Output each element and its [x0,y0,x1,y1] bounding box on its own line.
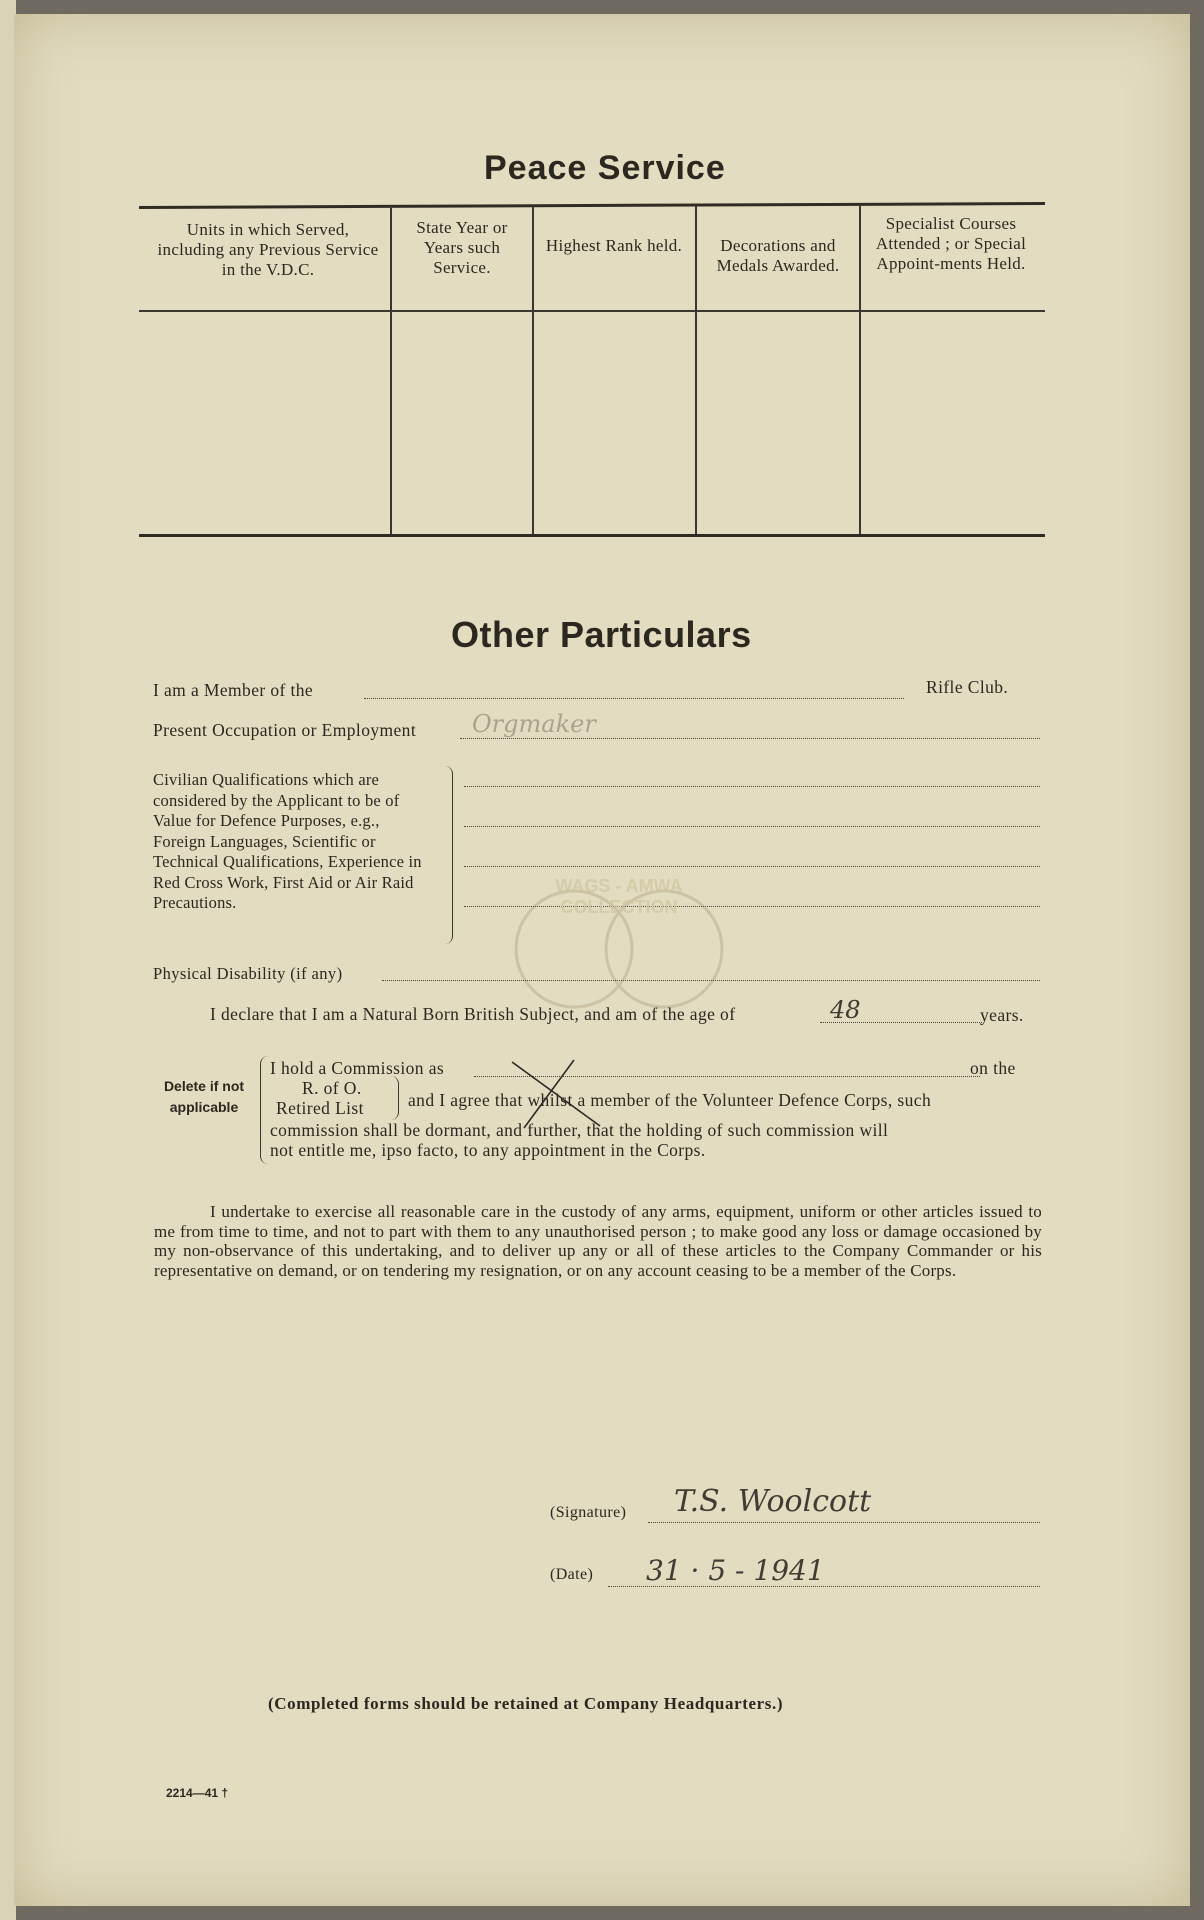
member-field[interactable] [364,698,904,699]
commission-ro: R. of O. [302,1078,362,1098]
occupation-field[interactable] [460,738,1040,739]
brace-right [442,766,453,944]
commission-agree: and I agree that whilst a member of the Volunteer Defence Corps, such [408,1090,932,1110]
table-header-rule [139,310,1045,312]
declare-suffix: years. [980,1005,1024,1025]
member-suffix: Rifle Club. [926,677,1009,697]
civilian-line[interactable] [464,866,1040,867]
occupation-value: Orgmaker [472,710,596,738]
col-header-units: Units in which Served, including any Previous Service in the V.D.C. [157,220,379,279]
occupation-label: Present Occupation or Employment [153,720,417,740]
other-particulars-title: Other Particulars [451,614,752,655]
peace-service-title: Peace Service [484,149,726,187]
col-divider [695,206,697,534]
member-prefix: I am a Member of the [153,680,314,700]
civilian-label: Civilian Qualifications which are considered by the Applicant to be of Value for Defence Purposes, e.g., Foreign Languages, Scientific or Technical Qualifications, Experience in Red Cross Work, First Aid or Air Raid Precautions. [153,770,422,912]
col-divider [859,206,861,534]
signature-field[interactable] [648,1522,1040,1523]
col-header-rank: Highest Rank held. [545,236,683,255]
col-header-specialist: Specialist Courses Attended ; or Special Appoint-ments Held. [875,214,1027,273]
civilian-line[interactable] [464,786,1040,787]
footer-note: (Completed forms should be retained at Company Headquarters.) [268,1694,784,1713]
col-divider [532,206,534,534]
form-sheet [14,14,1190,1906]
col-header-decorations: Decorations and Medals Awarded. [716,236,840,275]
commission-line3: commission shall be dormant, and further, that the holding of such commission will [270,1120,889,1140]
commission-line1: I hold a Commission as [270,1058,445,1078]
disability-label: Physical Disability (if any) [153,964,343,983]
commission-line4: not entitle me, ipso facto, to any appointment in the Corps. [270,1140,706,1160]
signature-label: (Signature) [550,1504,627,1521]
col-divider [390,206,392,534]
age-value: 48 [830,996,861,1024]
brace-left [260,1056,269,1164]
commission-retired: Retired List [276,1098,364,1118]
undertake-paragraph: I undertake to exercise all reasonable care in the custody of any arms, equipment, uniform or other articles issued to me from time to time, and not to part with them to any unauthorised person ; to make good any loss or damage occasioned by my non-observance of this undertaking, and to deliver up any or all of these articles to the Company Commander or his representative on demand, or on tendering my resignation, or on any account ceasing to be a member of the Corps. [154,1202,1042,1280]
declare-prefix: I declare that I am a Natural Born British Subject, and am of the age of [210,1004,736,1024]
strike-through-mark [504,1054,614,1134]
table-top-rule [139,202,1045,209]
brace-mid [390,1076,399,1120]
col-header-years: State Year or Years such Service. [416,218,508,277]
date-label: (Date) [550,1566,594,1583]
date-value: 31 · 5 - 1941 [646,1554,825,1587]
disability-field[interactable] [382,980,1040,981]
civilian-line[interactable] [464,826,1040,827]
table-bottom-rule [139,534,1045,537]
commission-line1-end: on the [970,1058,1016,1078]
watermark-text: WAGS - AMWA COLLECTION [555,876,683,917]
delete-note: Delete if not applicable [163,1078,245,1115]
form-code: 2214—41 † [166,1786,229,1800]
signature-value: T.S. Woolcott [674,1484,872,1519]
